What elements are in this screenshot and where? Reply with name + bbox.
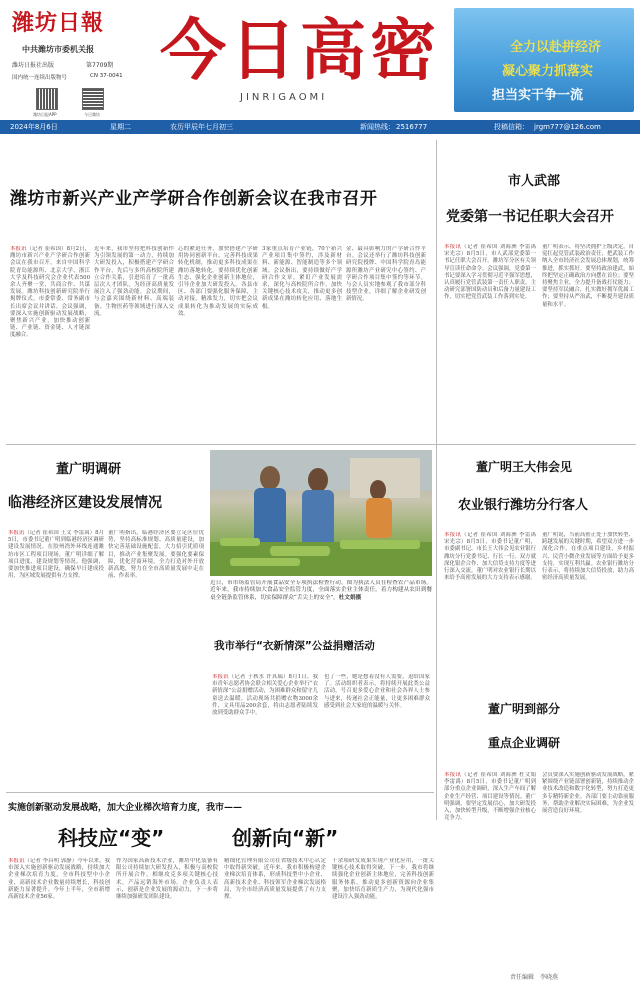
article-3-col-1: 本报讯（记者 崔希国 王文 李雷禹）8月5日，市委书记董广明到临港经济区调研建设发展情况。在胶州湾外环线连通潍坊市区工程项目现场，董广明详细了解项目进度、建设规划等情况。他强调，要加快推进项目建设，确保早日建成投用，为区域发展提供有力支撑。 — [8, 530, 104, 580]
byline: 本报讯 — [10, 246, 27, 252]
article-6-col-1: 本报讯（记者 崔希国 刘海洲 李雷禹 宋光宗）8月5日，市委书记董广明，市委副书记、市长王大伟会见农业银行潍坊分行党委书记、行长一行。双方就深化银企合作、加大信贷支持力度等进行深入交流。董广明对农业银行长期以来给予高密发展的大力支持表示感谢。 — [444, 532, 536, 582]
qr-code-icon[interactable] — [82, 88, 104, 110]
byline: 本报讯 — [444, 772, 462, 778]
article-5-col-1: 本报讯（记者 于秋水 许真瑞）8月1日，我市青年志愿者协会联合相关爱心企业举行“衣新情深”公益捐赠活动，为困难群众和留守儿童送去温暖。活动现场共捐赠衣物3000余件，文具用品200余套，将由志愿者陆续发放到受助群众手中。 — [212, 674, 318, 717]
article-6-col-2: 董广明说，当前高密正处于加快转型、跨越发展的关键时期，希望双方进一步深化合作，在重点项目建设、乡村振兴、民营小微企业发展等方面给予更多支持，实现互利共赢。农业银行潍坊分行表示，将持续加大信贷投放，助力高密经济高质量发展。 — [542, 532, 634, 582]
lunar-date: 农历甲辰年七月初三 — [170, 123, 233, 131]
article-8-col-3: 精细化管理有限公司在省级技术中心认定中取得新突破。近年来，我市积极构建企业梯次培育体系，形成科技型中小企业、高新技术企业、科技领军企业梯次发展格局，为全市经济高质量发展提供了有力支撑。 — [224, 858, 326, 901]
slogan-panel — [454, 8, 634, 112]
paper-sub-1: 中共潍坊市委机关报 — [22, 45, 94, 54]
section-rule — [6, 792, 434, 793]
slogan-2: 凝心聚力抓落实 — [502, 64, 594, 79]
article-3-col-2: 董广明指出，临港经济区要立足区位优势，坚持高标准规划、高质量建设，加快完善基础设施配套，大力招引优质项目，推动产业集聚发展。要强化要素保障，优化营商环境，全力打造对外开放新高地，努力在全市高质量发展中走在前、作表率。 — [108, 530, 204, 580]
article-8-col-4: 千余项研发成果实现产业化应用，一批关键核心技术取得突破。下一步，我市将继续强化企业创新主体地位，完善科技创新服务体系，推动更多创新资源向企业集聚，加快培育新质生产力，为现代化强市建设注入强劲动能。 — [332, 858, 434, 901]
article-4 — [210, 450, 432, 626]
mail-label: 投稿信箱： — [494, 123, 529, 131]
qr-label-2: 今日潍坊 — [84, 112, 100, 117]
article-7-headline: 重点企业调研 — [488, 736, 561, 750]
article-3-kicker: 董广明调研 — [56, 462, 122, 477]
masthead-title: 今日高密 — [160, 11, 440, 89]
masthead-pinyin: JINRIGAOMI — [240, 92, 328, 103]
slogan-3: 担当实干争一流 — [492, 88, 584, 103]
article-2-kicker: 市人武部 — [508, 174, 561, 189]
slogan-1: 全力以赴拼经济 — [510, 40, 602, 55]
section-rule — [6, 444, 636, 445]
article-1-col-4: 3家重点培育产业链，70个新兴产业项目集中签约，涉及新材料、新能源、智能制造等多个领域。会议指出，要持续做好产学研合作文章，紧盯产业发展需求，深化与高校院所合作，加快关键核心技术攻关，推动更多创新成果在潍坊转化应用、落地生根。 — [262, 246, 342, 310]
article-1-headline: 潍坊市新兴产业产学研合作创新会议在我市召开 — [10, 189, 378, 209]
mail: jrgm777@126.com — [534, 123, 601, 131]
article-3-headline: 临港经济区建设发展情况 — [8, 495, 162, 511]
article-8 — [6, 792, 436, 982]
article-6 — [440, 448, 638, 688]
article-2-col-2: 董广明表示，将坚决拥护上级决定，自觉扛起党管武装政治责任，把武装工作纳入全市经济社会发展总体规划，统筹推进，抓实抓好。要坚持政治建武，始终把坚定正确政治方向摆在首位；要坚持聚焦主业，全力提升备战打仗能力；要坚持军民融合，扎实做好拥军优属工作；要坚持从严治武，不断提升建设质量和水平。 — [542, 244, 634, 308]
market-photo — [210, 450, 432, 576]
article-5-headline: 我市举行“衣新情深”公益捐赠活动 — [214, 640, 375, 652]
article-3 — [6, 448, 206, 788]
photo-illustration — [210, 450, 432, 576]
article-1-col-3: 芯的紧迫任务，加快搭建产学研用协同创新平台，完善科技成果转化机制，推动更多科技成果在潍坊落地转化。要持续优化创新生态，强化企业创新主体地位，引导企业加大研发投入。各县市区、各部门要强化服务保障，主动对接，精准发力，切实把会议成果转化为推动发展的实际成效。 — [178, 246, 258, 317]
date: 2024年8月6日 — [10, 123, 58, 131]
photo-caption: 近日，市市场监管局开展食品安全专项执法检查行动。图为执法人员在检查农产品市场。近年来，我市持续加大食品安全监管力度，全面落实企业主体责任，着力构建从农田到餐桌全链条监管体系，切实保障群众“舌尖上的安全”。杜文娟摄 — [210, 580, 432, 601]
editor-name: 李晓燕 — [539, 974, 558, 981]
article-1-col-2: 近年来，我市坚持把科技创新作为引领发展的第一动力，持续加大研发投入，积极搭建产学研合作平台，先后与多所高校院所建立合作关系，引进培育了一批高层次人才团队，为经济高质量发展注入了强劲动能。会议期间，与会嘉宾围绕新材料、高端装备、生物医药等领域进行深入交流。 — [94, 246, 174, 317]
article-8-col-2: 作为国家高新技术企业，潍坊中化装备有限公司持续加大研发投入，积极与高校院所开展合作，相继攻克多项关键核心技术，产品远销海外市场。企业负责人表示，创新是企业发展的源动力，下一步将继续加强研发团队建设。 — [116, 858, 218, 901]
masthead — [0, 0, 640, 120]
paper-name: 潍坊日報 — [12, 10, 105, 36]
article-5 — [210, 630, 432, 790]
hotline-label: 新闻热线： — [360, 123, 395, 131]
article-2-headline: 党委第一书记任职大会召开 — [446, 209, 614, 225]
editor-label: 责任编辑 — [510, 974, 535, 981]
paper-sub-2: 潍坊日报社出版 — [12, 62, 55, 69]
article-1-col-1: 本报讯（记者 崔希国）8月2日，潍坊市新兴产业产学研合作创新会议在我市召开，来自中国科学院青岛能源所、北京大学、浙江大学及科技研究会企业代表500余人齐聚一堂，共商合作、共谋发展。潍坊科技创新研究院举行揭牌仪式。市委常委、常务副市长出席会议并讲话。会议强调，要深入实施创新驱动发展战略，聚焦新兴产业，加快推动创新链、产业链、资金链、人才链深度融合。 — [10, 246, 90, 339]
article-2 — [440, 136, 638, 436]
article-7-kicker: 董广明到部分 — [488, 702, 561, 716]
article-6-kicker: 董广明王大伟会见 — [476, 460, 573, 474]
issue-number: 第7709期 — [86, 62, 114, 69]
byline: 本报讯 — [8, 858, 25, 864]
weekday: 星期二 — [110, 123, 131, 131]
article-8-headline-a: 科技应“变” — [58, 826, 165, 850]
article-6-headline: 农业银行潍坊分行客人 — [458, 498, 589, 513]
cn-value: CN 37-0041 — [90, 73, 123, 79]
article-7 — [440, 692, 638, 972]
byline: 本报讯 — [444, 532, 462, 538]
article-1 — [6, 136, 432, 456]
photo-credit: 杜文娟摄 — [338, 594, 362, 601]
dateline-strip — [0, 120, 640, 134]
article-8-col-1: 本报讯（记者 李昌明 郭静）今年以来，我市深入实施创新驱动发展战略，持续加大企业梯次培育力度，全市科技型中小企业、高新技术企业数量持续增长，科技创新能力显著提升。今年上半年，全市新增高新技术企业56家。 — [8, 858, 110, 901]
cn-label: 国内统一连续出版物号 — [12, 75, 68, 81]
article-5-col-2: 也了一些，她是想着没有人需要，退给国家了。活动组织者表示，将持续开展此类公益活动，号召更多爱心企业和社会各界人士参与进来，传递社会正能量，让更多困难群众感受到社会大家庭的温暖与关怀。 — [324, 674, 430, 709]
article-7-col-1: 本报讯（记者 崔希国 刘海洲 杜文娟 李雷禹）8月5日，市委书记董广明到部分重点企业调研，深入生产车间了解企业生产经营、项目建设等情况。董广明强调，要坚定发展信心，加大研发投入，加快转型升级，不断增强企业核心竞争力。 — [444, 772, 536, 822]
article-2-col-1: 本报讯（记者 崔希国 刘海洲 李雷禹 宋光宗）8月5日，市人武部党委第一书记任职大会召开。潍坊军分区有关领导宣读任命命令。会议强调，党委第一书记要深入学习贯彻习近平强军思想，认真履行党管武装第一责任人职责，主动研究部署国防动员和后备力量建设工作，切实把党管武装工作落到实处。 — [444, 244, 536, 301]
article-7-col-2: 会员要深入实施创新驱动发展战略，紧紧围绕产业链部署创新链，持续推动企业技术改造和数字化转型，努力打造更多专精特新企业。各部门要主动靠前服务，帮助企业解决实际困难，为企业发展营造良好环境。 — [542, 772, 634, 815]
article-1-col-5: 金、最具影响力的产学研合作平台。会议还举行了潍坊科技创新研究院授牌、中国科学院青岛能源所潍坊产业研究中心签约、产学研合作项目集中签约等环节。与会人员实地参观了我市部分科技型企业，详细了解企业研发创新情况。 — [346, 246, 426, 303]
byline: 本报讯 — [8, 530, 25, 536]
qr-label-1: 潍坊日报APP — [33, 112, 57, 117]
editor-credit — [510, 972, 558, 981]
article-8-headline-b: 创新向“新” — [232, 826, 339, 850]
hotline: 2516777 — [396, 123, 428, 131]
qr-code-icon[interactable] — [36, 88, 58, 110]
article-8-kicker: 实施创新驱动发展战略，加大企业梯次培育力度，我市—— — [8, 803, 243, 813]
byline: 本报讯 — [444, 244, 462, 250]
column-divider — [436, 140, 437, 820]
byline: 本报讯 — [212, 674, 229, 680]
